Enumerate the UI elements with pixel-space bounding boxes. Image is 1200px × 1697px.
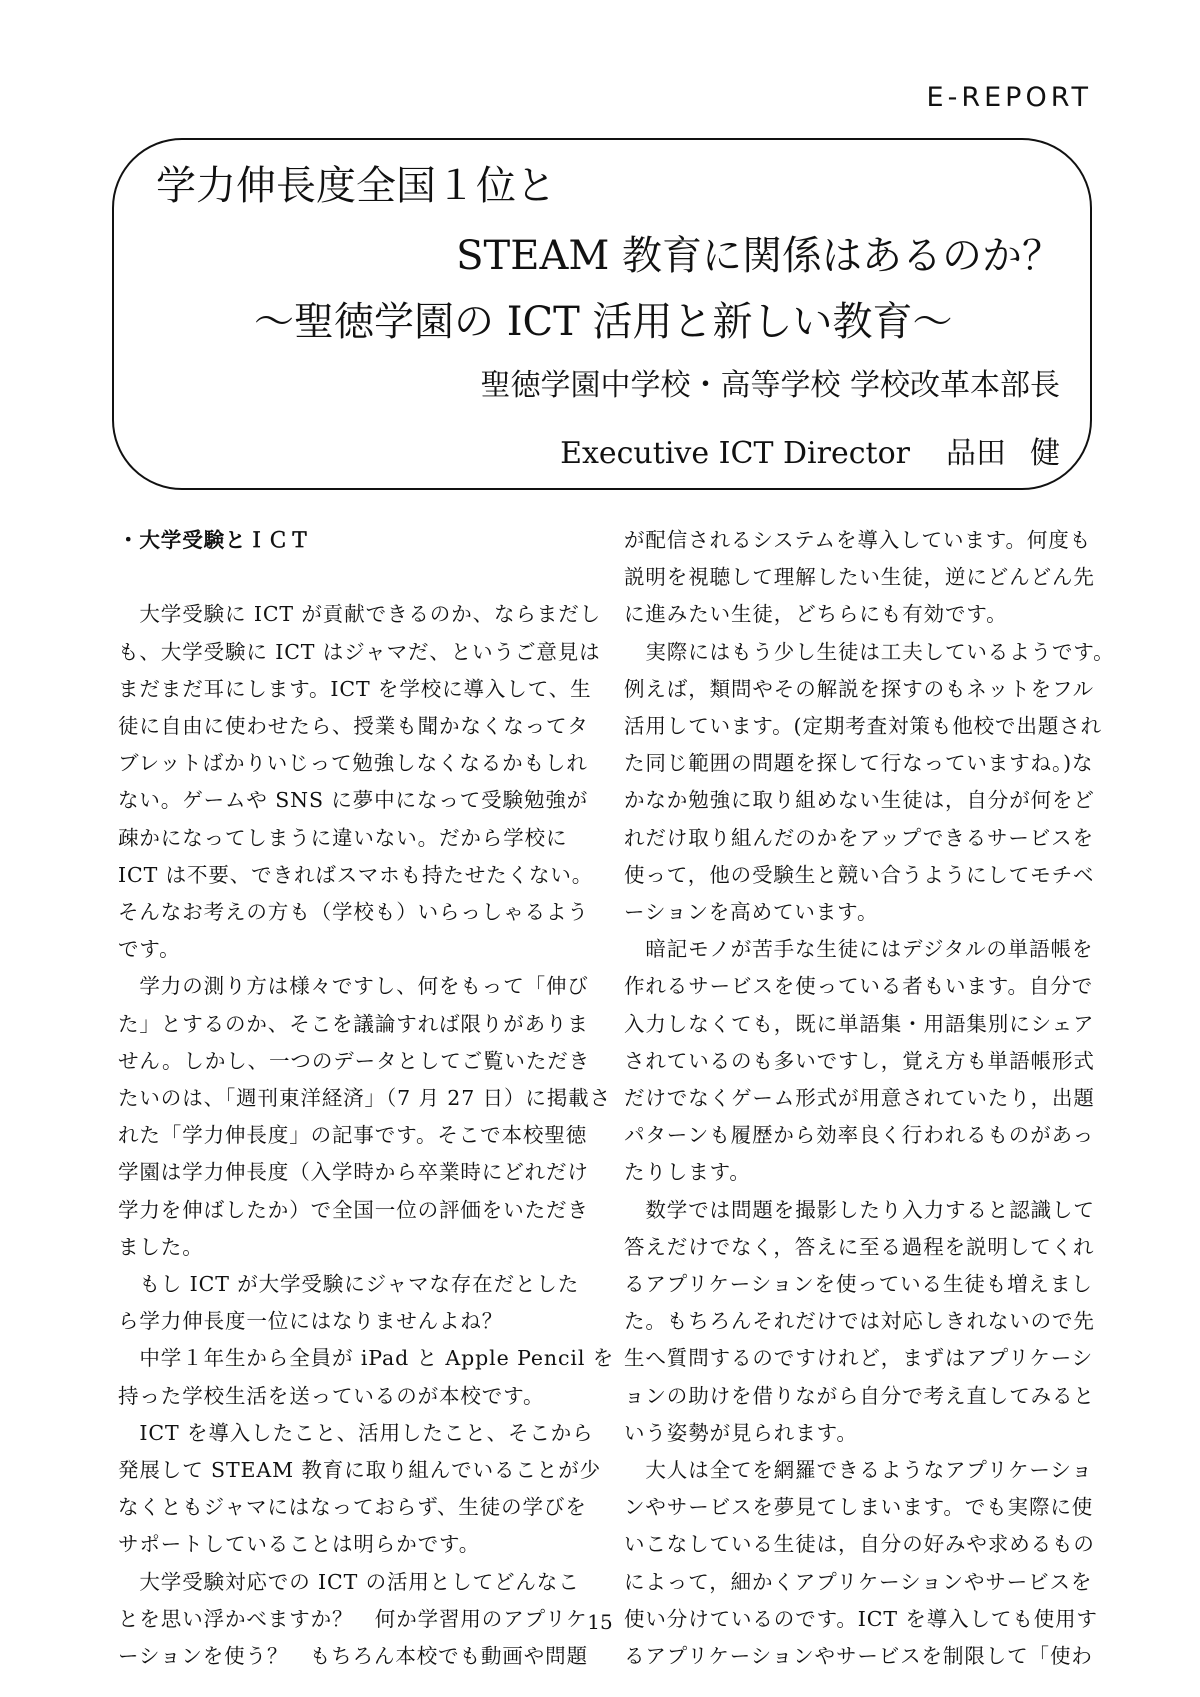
text-line: されているのも多いですし，覚え方も単語帳形式: [624, 1048, 1095, 1073]
author-role: Executive ICT Director: [560, 436, 910, 471]
text-line: も、大学受験に ICT はジャマだ、というご意見は: [118, 639, 601, 664]
text-line: 持った学校生活を送っているのが本校です。: [118, 1383, 545, 1408]
text-line: 数学では問題を撮影したり入力すると認識して: [624, 1197, 1095, 1222]
text-line: 疎かになってしまうに違いない。だから学校に: [118, 825, 568, 850]
text-line: サポートしていることは明らかです。: [118, 1532, 481, 1557]
text-line: 作れるサービスを使っている者もいます。自分で: [624, 974, 1094, 999]
text-line: が配信されるシステムを導入しています。何度も: [624, 528, 1092, 552]
text-line: ーションを使う？ もちろん本校でも動画や問題: [118, 1644, 588, 1669]
text-line: に進みたい生徒，どちらにも有効です。: [624, 602, 1008, 627]
text-line: 説明を視聴して理解したい生徒，逆にどんどん先: [624, 565, 1095, 590]
text-line: るアプリケーションを使っている生徒も増えまし: [624, 1272, 1093, 1297]
text-line: た」とするのか、そこを議論すれば限りがありま: [118, 1011, 589, 1036]
text-line: まだまだ耳にします。ICT を学校に導入して、生: [118, 676, 592, 701]
text-line: もし ICT が大学受験にジャマな存在だとした: [118, 1272, 580, 1297]
text-line: 入力しなくても，既に単語集・用語集別にシェア: [624, 1011, 1095, 1036]
text-line: 中学１年生から全員が iPad と Apple Pencil を: [118, 1346, 615, 1371]
text-line: 使って，他の受験生と競い合うようにしてモチベ: [624, 862, 1095, 887]
text-line: です。: [118, 937, 181, 962]
text-line: によって，細かくアプリケーションやサービスを: [624, 1569, 1093, 1594]
text-line: 使い分けているのです。ICT を導入しても使用す: [624, 1606, 1098, 1631]
text-line: た同じ範囲の問題を探して行なっていますね。)な: [624, 751, 1094, 776]
text-line: ICT は不要、できればスマホも持たせたくない。: [118, 862, 594, 887]
author-given-name: 健: [1030, 436, 1060, 471]
text-line: なくともジャマにはなっておらず、生徒の学びを: [118, 1495, 587, 1520]
text-line: 大学受験対応での ICT の活用としてどんなこ: [118, 1569, 580, 1594]
text-line: るアプリケーションやサービスを制限して「使わ: [624, 1644, 1093, 1669]
text-line: ブレットばかりいじって勉強しなくなるかもしれ: [118, 751, 588, 776]
text-line: 学力の測り方は様々ですし、何をもって「伸び: [118, 974, 589, 999]
text-line: 大人は全てを網羅できるようなアプリケーショ: [624, 1458, 1093, 1483]
text-line: れだけ取り組んだのかをアップできるサービスを: [624, 825, 1094, 850]
text-line: たいのは、「週刊東洋経済」（7 月 27 日）に掲載さ: [118, 1086, 611, 1111]
text-line: ーションを高めています。: [624, 900, 879, 925]
author-line: [560, 428, 1060, 472]
text-line: パターンも履歴から効率良く行われるものがあっ: [624, 1123, 1095, 1148]
text-line: 実際にはもう少し生徒は工夫しているようです。: [624, 639, 1115, 664]
text-line: せん。しかし、一つのデータとしてご覧いただき: [118, 1048, 591, 1073]
text-line: たりします。: [624, 1160, 751, 1185]
right-column: [624, 522, 1115, 1675]
section-label: E-REPORT: [926, 82, 1092, 113]
section-heading: ・大学受験とＩＣＴ: [118, 528, 311, 552]
title-box: [112, 138, 1092, 490]
text-line: 学園は学力伸長度（入学時から卒業時にどれだけ: [118, 1160, 589, 1185]
author-surname: 品田: [946, 436, 1006, 471]
author-affiliation: 聖徳学園中学校・高等学校 学校改革本部長: [480, 368, 1060, 403]
text-line: ら学力伸長度一位にはなりませんよね？: [118, 1309, 504, 1334]
right-column-body: [624, 522, 1115, 1675]
text-line: そんなお考えの方も（学校も）いらっしゃるよう: [118, 900, 589, 925]
text-line: れた「学力伸長度」の記事です。そこで本校聖徳: [118, 1123, 588, 1148]
page-number: 15: [587, 1610, 613, 1634]
title-line-2: STEAM 教育に関係はあるのか？: [456, 233, 1062, 279]
text-line: ョンの助けを借りながら自分で考え直してみると: [624, 1383, 1095, 1408]
text-line: 活用しています。(定期考査対策も他校で出題され: [624, 714, 1103, 739]
text-line: 答えだけでなく，答えに至る過程を説明してくれ: [624, 1234, 1095, 1259]
text-line: 暗記モノが苦手な生徒にはデジタルの単語帳を: [624, 937, 1094, 962]
text-line: ない。ゲームや SNS に夢中になって受験勉強が: [118, 788, 589, 813]
text-line: ICT を導入したこと、活用したこと、そこから: [118, 1420, 594, 1445]
text-line: だけでなくゲーム形式が用意されていたり，出題: [624, 1086, 1095, 1111]
text-line: いう姿勢が見られます。: [624, 1420, 858, 1445]
text-line: 徒に自由に使わせたら、授業も聞かなくなってタ: [118, 714, 589, 738]
text-line: いこなしている生徒は，自分の好みや求めるもの: [624, 1532, 1095, 1557]
title-line-1: 学力伸長度全国１位と: [156, 163, 556, 209]
text-line: 学力を伸ばしたか）で全国一位の評価をいただき: [118, 1197, 589, 1222]
text-line: 生へ質問するのですけれど，まずはアプリケーシ: [624, 1346, 1094, 1371]
text-line: 発展して STEAM 教育に取り組んでいることが少: [118, 1458, 602, 1483]
subtitle: ～聖徳学園の ICT 活用と新しい教育～: [254, 299, 953, 345]
text-line: ンやサービスを夢見てしまいます。でも実際に使: [624, 1495, 1094, 1520]
text-line: かなか勉強に取り組めない生徒は，自分が何をど: [624, 788, 1095, 813]
text-line: 例えば，類問やその解説を探すのもネットをフル: [624, 676, 1094, 701]
text-line: ました。: [118, 1234, 204, 1259]
text-line: とを思い浮かべますか？ 何か学習用のアプリケ: [118, 1606, 588, 1631]
text-line: 大学受験に ICT が貢献できるのか、ならまだし: [118, 602, 601, 627]
text-line: た。もちろんそれだけでは対応しきれないので先: [624, 1309, 1095, 1334]
